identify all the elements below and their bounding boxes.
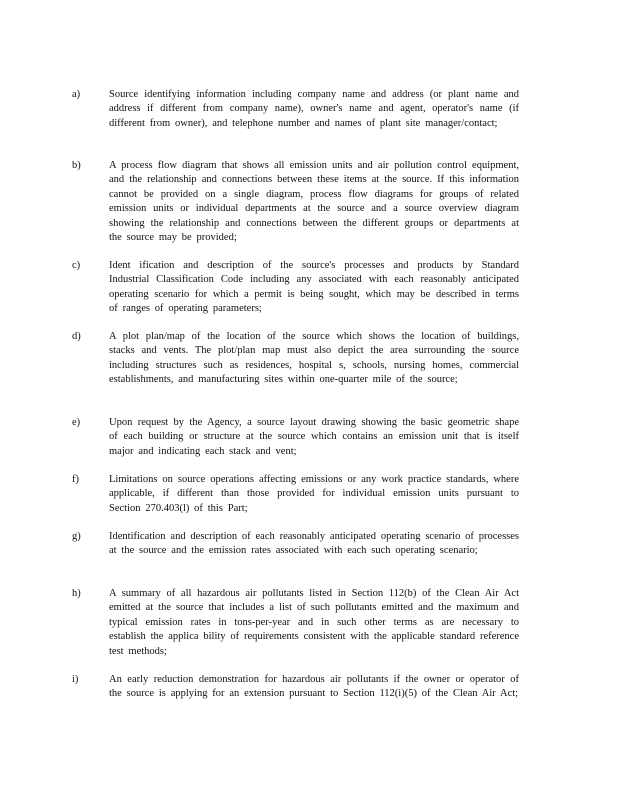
item-text: Source identifying information including company name and address (or plant name and address if different from company name), owner's name and agent, operator's name (if different from owner), and telephone number and names of plant site manager/contact; xyxy=(109,89,519,129)
item-text: Identification and description of each reasonably anticipated operating scenario of processes at the source and the emission rates associated with each such operating scenario; xyxy=(109,531,519,557)
item-text: An early reduction demonstration for hazardous air pollutants if the owner or operator of the source is applying for an extension pursuant to Section 112(i)(5) of the Clean Air Act; xyxy=(109,674,519,700)
item-text: Upon request by the Agency, a source layout drawing showing the basic geometric shape of each building or structure at the source which contains an emission unit that is itself major and indicating each stack and vent; xyxy=(109,417,519,457)
item-text: A process flow diagram that shows all emission units and air pollution control equipment, and the relationship and connections between these items at the source. If this information cannot be provided on a single diagram, process flow diagrams for groups of related emission units or individual departments at the source and a source overview diagram showing the relationship and connections between the different groups or departments at the source may be provided; xyxy=(109,160,519,244)
item-label: i) xyxy=(72,674,79,685)
item-label: f) xyxy=(72,474,79,485)
item-text: Ident ification and description of the source's processes and products by Standard Industrial Classification Code including any associated with each reasonably anticipated operating scenario for which a permit is being sought, which may be described in terms of ranges of operating parameters; xyxy=(109,260,519,315)
item-label: h) xyxy=(72,588,81,599)
item-label: d) xyxy=(72,331,81,342)
item-label: g) xyxy=(72,531,81,542)
item-text: A plot plan/map of the location of the source which shows the location of buildings, stacks and vents. The plot/plan map must also depict the area surrounding the source including structures such as residences, hospital s, schools, nursing homes, commercial establishments, and manufacturing sites within one-quarter mile of the source; xyxy=(109,331,519,386)
item-label: a) xyxy=(72,89,81,100)
item-label: e) xyxy=(72,417,81,428)
item-text: Limitations on source operations affecting emissions or any work practice standards, where applicable, if different than those provided for individual emission units pursuant to Section 270.403(l) of this Part; xyxy=(109,474,519,514)
item-label: b) xyxy=(72,160,81,171)
item-label: c) xyxy=(72,260,81,271)
item-text: A summary of all hazardous air pollutants listed in Section 112(b) of the Clean Air Act emitted at the source that includes a list of such pollutants emitted and the maximum and typical emission rates in tons-per-year and in such other terms as are necessary to establish the applica bility of requirements consistent with the applicable standard reference test methods; xyxy=(109,588,519,657)
